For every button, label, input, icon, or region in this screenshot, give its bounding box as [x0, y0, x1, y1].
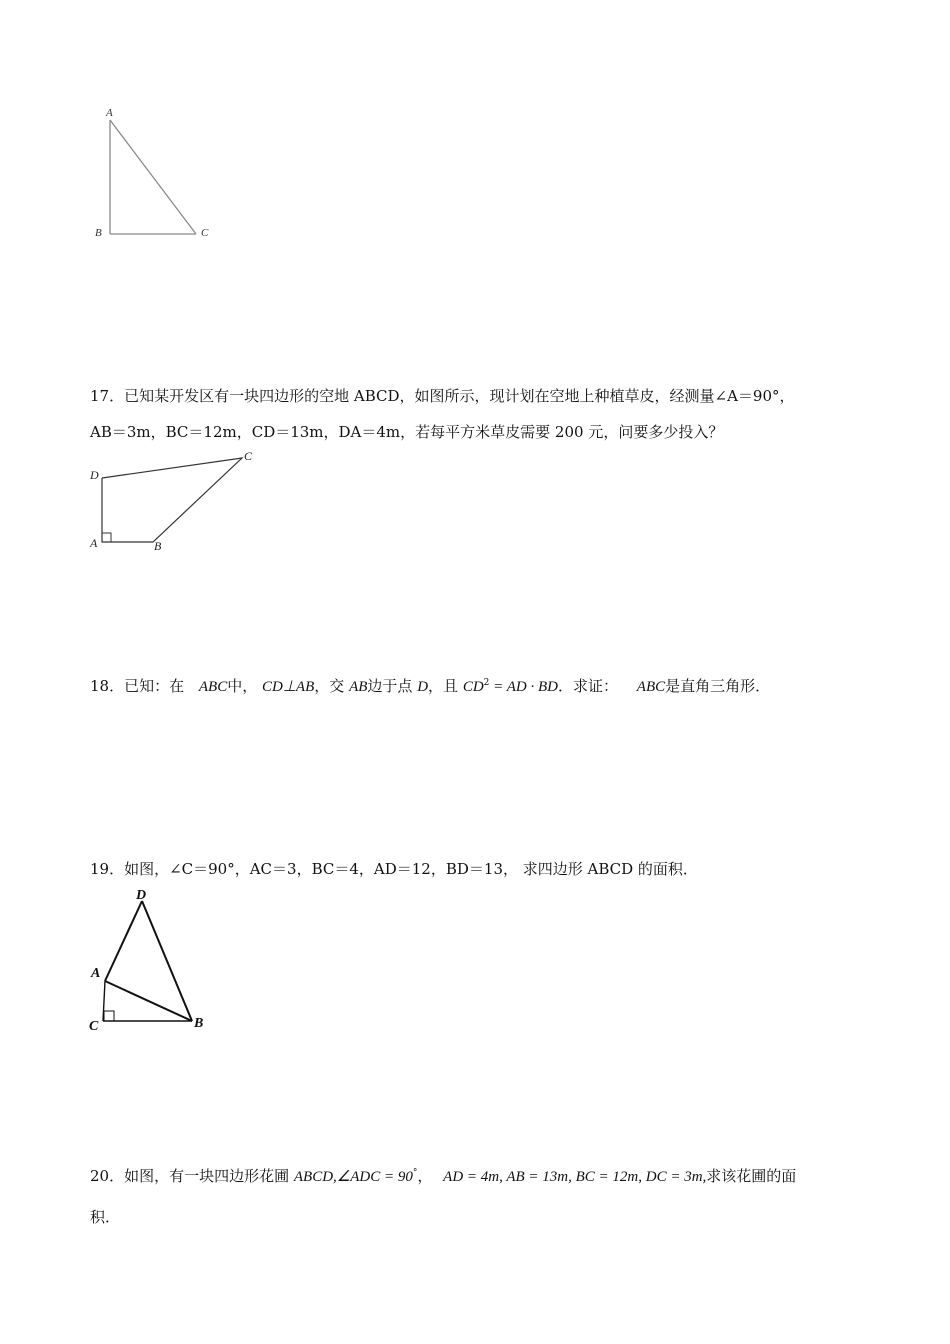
formula-exponent: 2	[483, 678, 490, 688]
text-segment: ，交	[314, 677, 345, 695]
question-19	[90, 859, 698, 879]
question-17-line1	[90, 386, 795, 406]
text-segment: 是直角三角形．	[665, 677, 771, 695]
question-text: AB＝3m，BC＝12m，CD＝13m，DA＝4m，若每平方米草皮需要 200 元，问要多少投入？	[90, 423, 724, 441]
figure-quadrilateral-abcd-19	[85, 885, 220, 1040]
segment-ab	[105, 981, 192, 1021]
figure-quadrilateral-abcd-19-svg	[85, 885, 220, 1040]
question-number: 18．	[90, 677, 125, 695]
triangle-abc: ABC	[198, 679, 228, 695]
text-segment: ．求证：	[558, 677, 619, 695]
point-d: D	[417, 679, 429, 695]
text-segment: ，	[417, 1167, 433, 1185]
segment-db	[142, 901, 192, 1021]
quadrilateral-outline	[102, 458, 242, 542]
text-segment: ，且	[428, 677, 459, 695]
figure-triangle-abc-svg	[90, 100, 220, 245]
segment-ab: AB	[349, 679, 368, 695]
label-a: A	[91, 966, 101, 981]
question-20-line2	[90, 1207, 120, 1227]
label-d: D	[136, 888, 147, 903]
question-number: 17．	[90, 387, 125, 405]
question-18	[90, 673, 770, 697]
label-b: B	[95, 227, 102, 239]
text-segment: 中，	[227, 677, 258, 695]
figure-triangle-abc	[90, 100, 220, 245]
label-c: C	[201, 227, 209, 239]
side-measures: AD = 4m, AB = 13m, BC = 12m, DC = 3m,	[443, 1169, 707, 1185]
label-b: B	[194, 1016, 204, 1031]
right-angle-mark	[102, 533, 111, 542]
triangle-abc: ABC	[636, 679, 666, 695]
formula-lhs: CD	[462, 679, 484, 695]
figure-quadrilateral-abcd-17-svg	[85, 448, 265, 556]
text-segment: 求该花圃的面	[706, 1167, 797, 1185]
question-17-line2	[90, 422, 723, 442]
right-angle-mark	[104, 1011, 114, 1021]
degree-symbol: °	[412, 1168, 418, 1178]
label-d: D	[90, 468, 99, 482]
label-a: A	[90, 536, 98, 550]
label-c: C	[89, 1019, 99, 1034]
question-number: 20．	[90, 1167, 125, 1185]
quadrilateral-condition: ABCD,∠ADC = 90	[293, 1169, 413, 1185]
text-segment: 如图，有一块四边形花圃	[124, 1167, 290, 1185]
segment-ac	[110, 120, 196, 234]
cd-perpendicular-ab: CD⊥AB	[262, 679, 315, 695]
question-text: 如图，∠C＝90°，AC＝3，BC＝4，AD＝12，BD＝13， 求四边形 ABCD 的面积．	[124, 860, 698, 878]
question-text: 已知某开发区有一块四边形的空地 ABCD，如图所示，现计划在空地上种植草皮，经测量∠A＝90°，	[124, 387, 795, 405]
label-b: B	[154, 539, 162, 553]
figure-quadrilateral-abcd-17	[85, 448, 265, 556]
question-20-line1	[90, 1163, 796, 1187]
question-text: 积．	[90, 1208, 121, 1226]
label-a: A	[106, 107, 113, 119]
label-c: C	[244, 449, 253, 463]
formula-rhs: = AD · BD	[489, 679, 558, 695]
text-segment: 已知：在	[124, 677, 185, 695]
question-number: 19．	[90, 860, 125, 878]
segment-ad	[105, 901, 142, 981]
text-segment: 边于点	[367, 677, 413, 695]
